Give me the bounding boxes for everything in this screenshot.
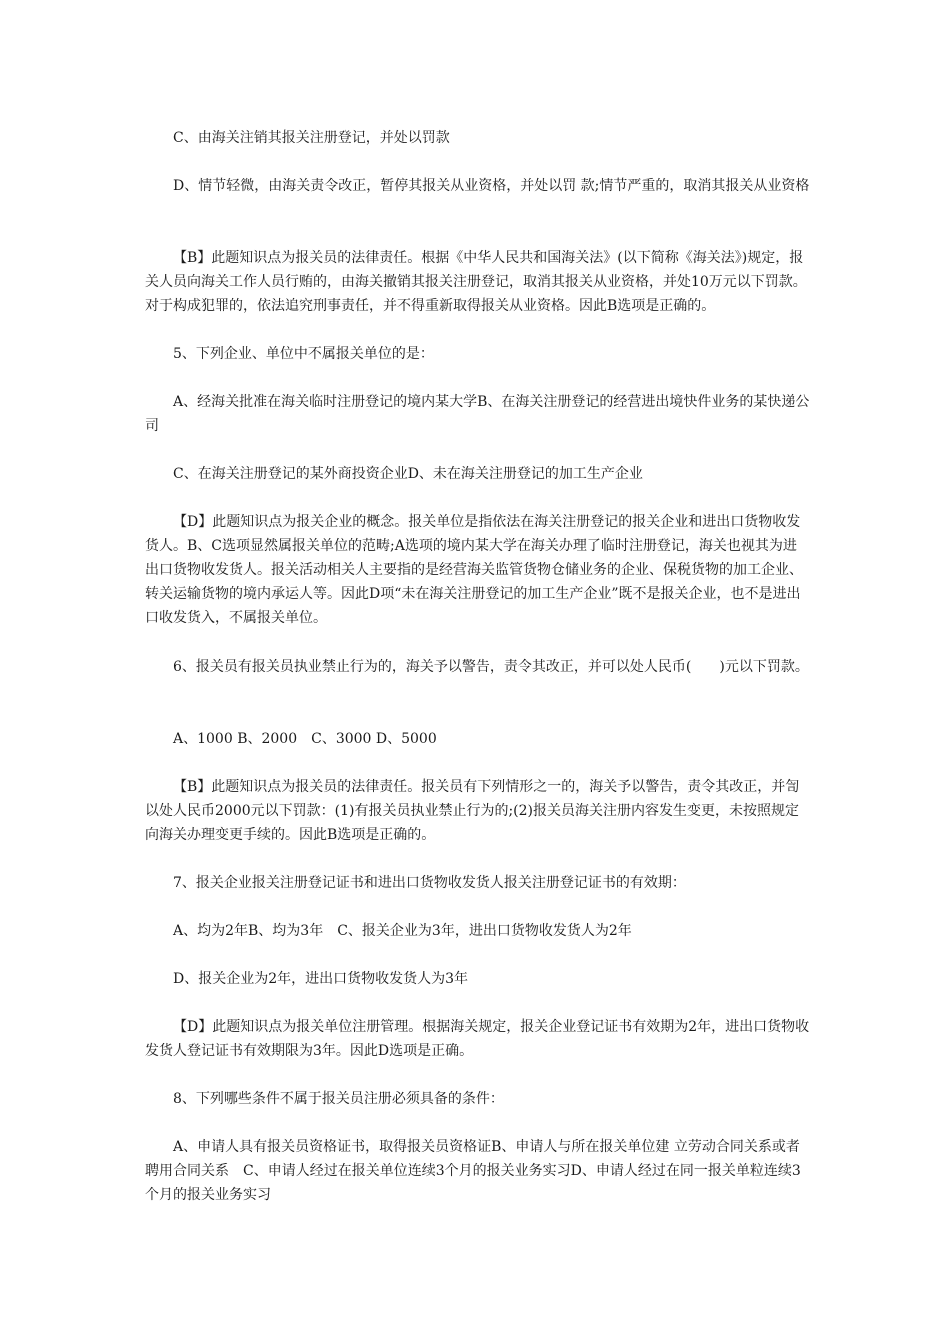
answer-5-explanation: 【D】此题知识点为报关企业的概念。报关单位是指依法在海关注册登记的报关企业和进出口货物收发货人。B、C选项显然属报关单位的范畴;A选项的境内某大学在海关办理了临时注册登记，海关也视其为进出口货物收发货人。报关活动相关人主要指的是经营海关监管货物仓储业务的企业、保税货物的加工企业、转关运输货物的境内承运人等。因此D项“未在海关注册登记的加工生产企业”既不是报关企业，也不是进出口收发货入，不属报关单位。 bbox=[145, 514, 803, 626]
question-8-paragraph: 8、下列哪些条件不属于报关员注册必须具备的条件： bbox=[173, 1091, 504, 1107]
question-5-paragraph: 5、下列企业、单位中不属报关单位的是： bbox=[173, 346, 434, 362]
option-c-paragraph: C、由海关注销其报关注册登记，并处以罚款 bbox=[173, 130, 450, 146]
answer-7-explanation: 【D】此题知识点为报关单位注册管理。根据海关规定，报关企业登记证书有效期为2年，进出口货物收发货人登记证书有效期限为3年。因此D选项是正确。 bbox=[145, 1019, 810, 1059]
option-d-paragraph: D、情节轻微，由海关责令改正，暂停其报关从业资格，并处以罚 款;情节严重的，取消其报关从业资格 bbox=[173, 178, 810, 194]
question-8-options: A、申请人具有报关员资格证书，取得报关员资格证B、申请人与所在报关单位建 立劳动合同关系或者聘用合同关系 C、申请人经过在报关单位连续3个月的报关业务实习D、申请人经过在同一报关单粒连续3个月的报关业务实习 bbox=[145, 1139, 801, 1203]
question-7-options-abc: A、均为2年B、均为3年 C、报关企业为3年，进出口货物收发货人为2年 bbox=[173, 923, 632, 939]
question-6-options: A、1000 B、2000 C、3000 D、5000 bbox=[173, 731, 437, 747]
question-5-options-ab: A、经海关批准在海关临时注册登记的境内某大学B、在海关注册登记的经营进出境快件业务的某快递公司 bbox=[145, 394, 810, 434]
question-7-paragraph: 7、报关企业报关注册登记证书和进出口货物收发货人报关注册登记证书的有效期： bbox=[173, 875, 686, 891]
answer-6-explanation: 【B】此题知识点为报关员的法律责任。报关员有下列情形之一的，海关予以警告，责令其改正，并訇以处人民币2000元以下罚款：(1)有报关员执业禁止行为的;(2)报关员海关注册内容发生变更，未按照规定向海关办理变更手续的。因此B选项是正确的。 bbox=[145, 779, 800, 843]
question-5-options-cd: C、在海关注册登记的某外商投资企业D、未在海关注册登记的加工生产企业 bbox=[173, 466, 643, 482]
question-7-option-d: D、报关企业为2年，进出口货物收发货人为3年 bbox=[173, 971, 469, 987]
question-6-paragraph: 6、报关员有报关员执业禁止行为的，海关予以警告，责令其改正，并可以处人民币( )元以下罚款。 bbox=[173, 659, 809, 675]
answer-explanation-paragraph: 【B】此题知识点为报关员的法律责任。根据《中华人民共和国海关法》(以下简称《海关法》)规定，报关人员向海关工作人员行贿的，由海关撤销其报关注册登记，取消其报关从业资格，并处10万元以下罚款。对于构成犯罪的，依法追究刑事责任，并不得重新取得报关从业资格。因此B选项是正确的。 bbox=[145, 250, 807, 314]
